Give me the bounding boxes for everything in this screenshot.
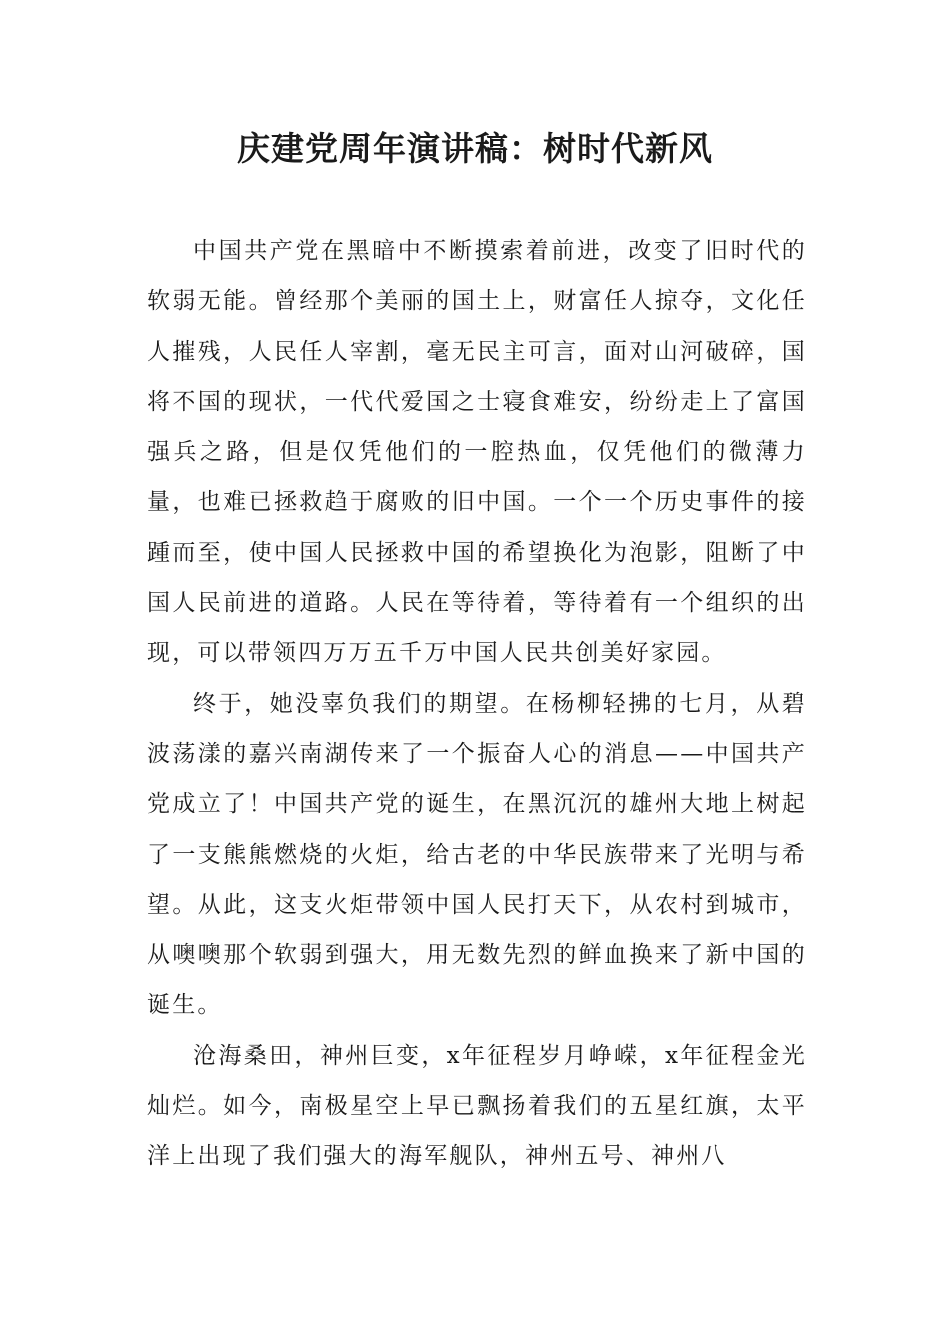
document-title: 庆建党周年演讲稿：树时代新风 [237, 129, 713, 168]
paragraph-3: 沧海桑田，神州巨变，x年征程岁月峥嵘，x年征程金光灿烂。如今，南极星空上早已飘扬着我们的五星红旗，太平洋上出现了我们强大的海军舰队，神州五号、神州八 [147, 1042, 807, 1170]
paragraph-1: 中国共产党在黑暗中不断摸索着前进，改变了旧时代的软弱无能。曾经那个美丽的国土上，财富任人掠夺，文化任人摧残，人民任人宰割，毫无民主可言，面对山河破碎，国将不国的现状，一代代爱国之士寝食难安，纷纷走上了富国强兵之路，但是仅凭他们的一腔热血，仅凭他们的微薄力量，也难已拯救趋于腐败的旧中国。一个一个历史事件的接踵而至，使中国人民拯救中国的希望换化为泡影，阻断了中国人民前进的道路。人民在等待着，等待着有一个组织的出现，可以带领四万万五千万中国人民共创美好家园。 [147, 238, 807, 667]
document-body [147, 226, 807, 1182]
paragraph-2: 终于，她没辜负我们的期望。在杨柳轻拂的七月，从碧波荡漾的嘉兴南湖传来了一个振奋人心的消息——中国共产党成立了！中国共产党的诞生，在黑沉沉的雄州大地上树起了一支熊熊燃烧的火炬，给古老的中华民族带来了光明与希望。从此，这支火炬带领中国人民打天下，从农村到城市，从噢噢那个软弱到强大，用无数先烈的鲜血换来了新中国的诞生。 [147, 690, 807, 1019]
